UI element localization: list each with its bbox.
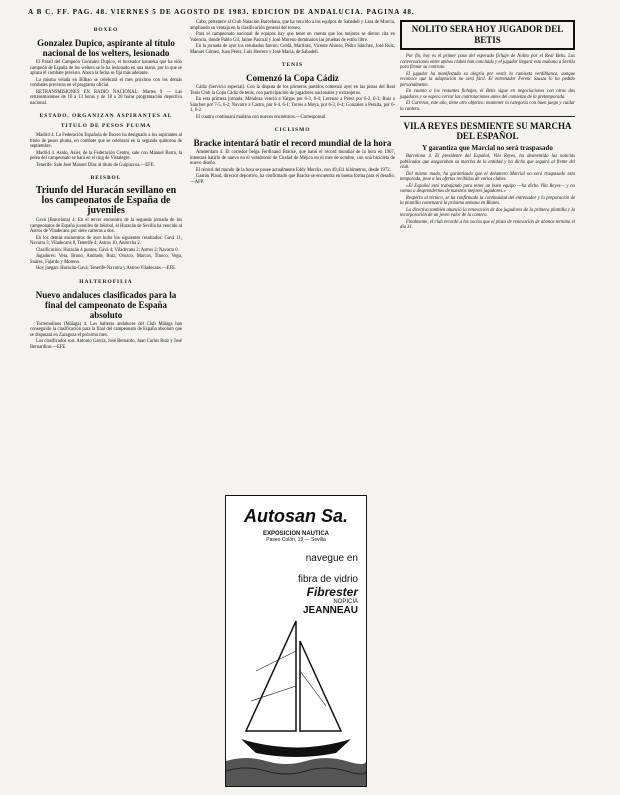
column-left [30,20,182,351]
section-label: TENIS [281,62,304,68]
ad-line: Fibrester [306,585,358,599]
section-label: ESTADO, ORGANIZAN ASPIRANTES AL TITULO DE PESOS PLUMA [39,113,173,129]
ad-line: JEANNEAU [302,605,358,616]
paragraph: Del mismo modo, ha garantizado que el delantero Marcial no será traspasado esta temporada, pese a las ofertas recibidas de varios clubes. [400,171,575,182]
ad-brand: Autosan Sa. [243,506,349,526]
paragraph: El jugador ha manifestado su alegría por vestir la camiseta verdiblanca, aunque reconoce que la adaptación no será fácil. El entrenador Ferenc Szusza lo ha pedido personalmente. [400,71,575,88]
paragraph: RETRANSMISIONES EN RADIO NACIONAL: Martes 9 — Las retransmisiones de 10 a 13 horas y de 18 a 20 horas programación deportiva nacional. [30,89,182,106]
paragraph: En cuanto a los restantes fichajes, el Betis sigue en negociaciones con otros dos jugadores y se espera cerrar las contrataciones antes del comienzo de la pretemporada. [400,89,575,100]
ad-line: Paseo Colón, 19 — Sevilla [266,537,326,543]
paragraph: Los clasificados son: Antonio García, José Bernardo, Juan Carlos Ruiz y José Bernardino.—EFE. [30,339,182,350]
headline: Triunfo del Huracán sevillano en los campeonatos de España de juveniles [35,185,177,216]
paragraph: Clasificación: Huracán 4 puntos; Gavá 4; Viladecans 2; Astros 2; Navarra 0. [36,247,179,253]
headline: Nuevo andaluces clasificados para la final del campeonato de España absoluto [35,289,177,320]
paragraph: La directiva también anunció la renovación de dos jugadores de la primera plantilla y la incorporación de un joven valor de la cantera. [400,207,575,218]
paragraph: Madrid 4. La Federación Española de Boxeo ha designado a los aspirantes al título de pesos pluma, en combate que se celebrará en la segunda quincena de septiembre. [30,133,182,149]
paragraph: Jugadores: Vera, Bruno, Andrade, Ruiz, Orozco, Marcos, Tinoco, Vega, Suárez, Fajardo y Moreno. [30,254,182,265]
column-right [400,20,575,232]
paragraph: El Paraíl del Campeón Gonzalez Dupico, el boxeador karateka que ha sido campeón de España de los welters se le ha lesionado en una mano, por lo que se aplaza el combate previsto. Ahora la fecha se fija más adelante. [30,60,182,76]
headline: Bracke intentará batir el record mundial de la hora [193,138,392,148]
paragraph: Gavá (Barcelona) 4. En el tercer encuentro de la segunda jornada de los campeonatos de España juveniles de béisbol, el Huracán de Sevilla ha vencido al Astros de Viladecans por siete carreras a dos. [30,218,182,234]
headline-banner: NOLITO SERA HOY JUGADOR DEL BETIS [400,20,575,50]
sailboat-illustration [226,611,366,786]
paragraph: Cabo, pertenece al Club Natación Barcelona, que ha vencido a los equipos de Sabadell y Lasa de Murcia, ampliando su ventaja en la clasificación general del torneo. [190,20,395,31]
paragraph: Madrid 4. Asido, Asier, de la Federación Centro, sale con Manuel Barra, la pelea del campeonato se hará en el ring de Vistalegre. [30,150,182,161]
paragraph: «El Español está trabajando para tener un buen equipo —ha dicho Vila Reyes— y no vamos a desprendernos de nuestros mejores jugadores.» [400,183,575,194]
ad-line: fibra de vidrio [297,574,358,585]
boat-advertisement [225,495,367,787]
section-label: BEISBOL [90,175,122,181]
masthead: A B C. FF. PAG. 48. VIERNES 5 DE AGOSTO DE 1983. EDICION DE ANDALUCIA. PAGINA 48. [28,8,415,16]
paragraph: En los demás encuentros de ayer hubo los siguientes resultados: Gavá 11, Navarra 3; Viladecans 8, Tenerife 4; Astros 10, Antorcha 2. [30,235,182,246]
paragraph: El cuadro continuará mañana con nuevos encuentros.—Corresponsal. [196,114,327,120]
paragraph: La misma velada en Bilbao se celebrará el mes próximo con los demás combates previstos en el programa oficial. [30,77,182,88]
paragraph: Hoy juegan: Huracán-Gavá, Tenerife-Navarra y Astros-Viladecans.—EFE. [36,266,177,271]
headline: VILA REYES DESMIENTE SU MARCHA DEL ESPAÑOL [403,121,572,141]
section-label: HALTEROFILIA [79,278,133,285]
ad-line: navegue en [305,553,358,564]
divider [400,116,575,117]
paragraph: Respecto al técnico, se ha confirmado la continuidad del entrenador y la preparación de la plantilla comenzará la próxima semana en Blanes. [400,195,575,206]
section-label: BOXEO [93,27,119,33]
subheadline: Y garantiza que Marcial no será traspasado [422,144,553,152]
paragraph: En esta primera jornada: Mendoza venció a Vargas por 6-3, 6-4; Lorenzo a Pérez por 6-2, 6-3; Ruiz a Sánchez por 7-5, 6-2; Navarro a Castro, por 6-4, 6-1; Torres a Moya, por 6-3, 6-4; Gonzalez a Peralta, por 6-1, 6-2. [190,97,395,113]
paragraph: Cádiz (Servicio especial). Con la disputa de los primeros partidos comenzó ayer en las pistas del Real Tenis Club la Copa Cádiz de tenis, con participación de jugadores nacionales y extranjeros. [190,85,395,96]
headline: Comenzó la Copa Cádiz [246,73,339,83]
paragraph: Barcelona 4. El presidente del Español, Vila Reyes, ha desmentido las noticias publicadas que aseguraban su marcha de la entidad y ha dicho que seguirá al frente del club. [400,154,575,170]
paragraph: El Carreras, este año, tiene otro objetivo: mantener la categoría con buen juego y cuidar la cantera. [400,101,575,112]
paragraph: El récord del mundo de la hora se posee actualmente Eddy Merckx, con 49,431 kilómetros, desde 1972. [196,167,391,173]
paragraph: En la jornada de ayer los resultados fueron: Cerdá, Martínez, Vicente Alonso, Pedro Sánchez, José Ruiz, Manuel Gómez, Juan Pérez, Luis Herrero y José Maciá, de Sabadell. [190,44,395,55]
paragraph: Torremolinos (Málaga) 4. Los halteras andaluces del Club Málaga han conseguido la clasificación para la final del campeonato de España absoluto que se disputará en Zaragoza el próximo mes. [30,321,182,338]
paragraph: Para el campeonato nacional de equipos hay que tener en cuenta que los mejores se dieron cita en Valencia, donde Pablo Gil, Jaime Pascual y José Moreno dominaron las pruebas de estilo libre. [190,32,395,43]
paragraph: Finalmente, el club recordó a los socios que el plazo de renovación de abonos termina el día 31. [400,219,575,230]
section-label: CICLISMO [274,127,311,133]
column-middle [190,20,395,186]
paragraph: Por fin, hoy es el primer paso del esperado fichaje de Nolito por el Real Betis. Las conversaciones entre ambos clubes han concluido y el jugador llegará esta mañana a Sevilla para firmar su contrato. [400,54,575,70]
paragraph: Tenerife. Sale José Manuel Díaz al título de Guipúzcoa.—EFE. [36,162,155,168]
paragraph: Gastón Plaud, director deportivo, ha confirmado que Bracke se encuentra en buena forma para el desafío.—AFP. [190,174,395,185]
ad-line: NOPICIA [333,599,358,605]
paragraph: Amsterdam 4. El corredor belga Ferdinand Bracke, que batió el récord mundial de la hora en 1967, intentará batirlo de nuevo en el velódromo de Ciudad de Méjico en el mes de octubre, con una bicicleta de nuevo diseño. [190,150,395,166]
headline: Gonzalez Dupico, aspirante al título nacional de los welters, lesionado [37,38,175,58]
ad-line: EXPOSICION NAUTICA [262,531,329,537]
